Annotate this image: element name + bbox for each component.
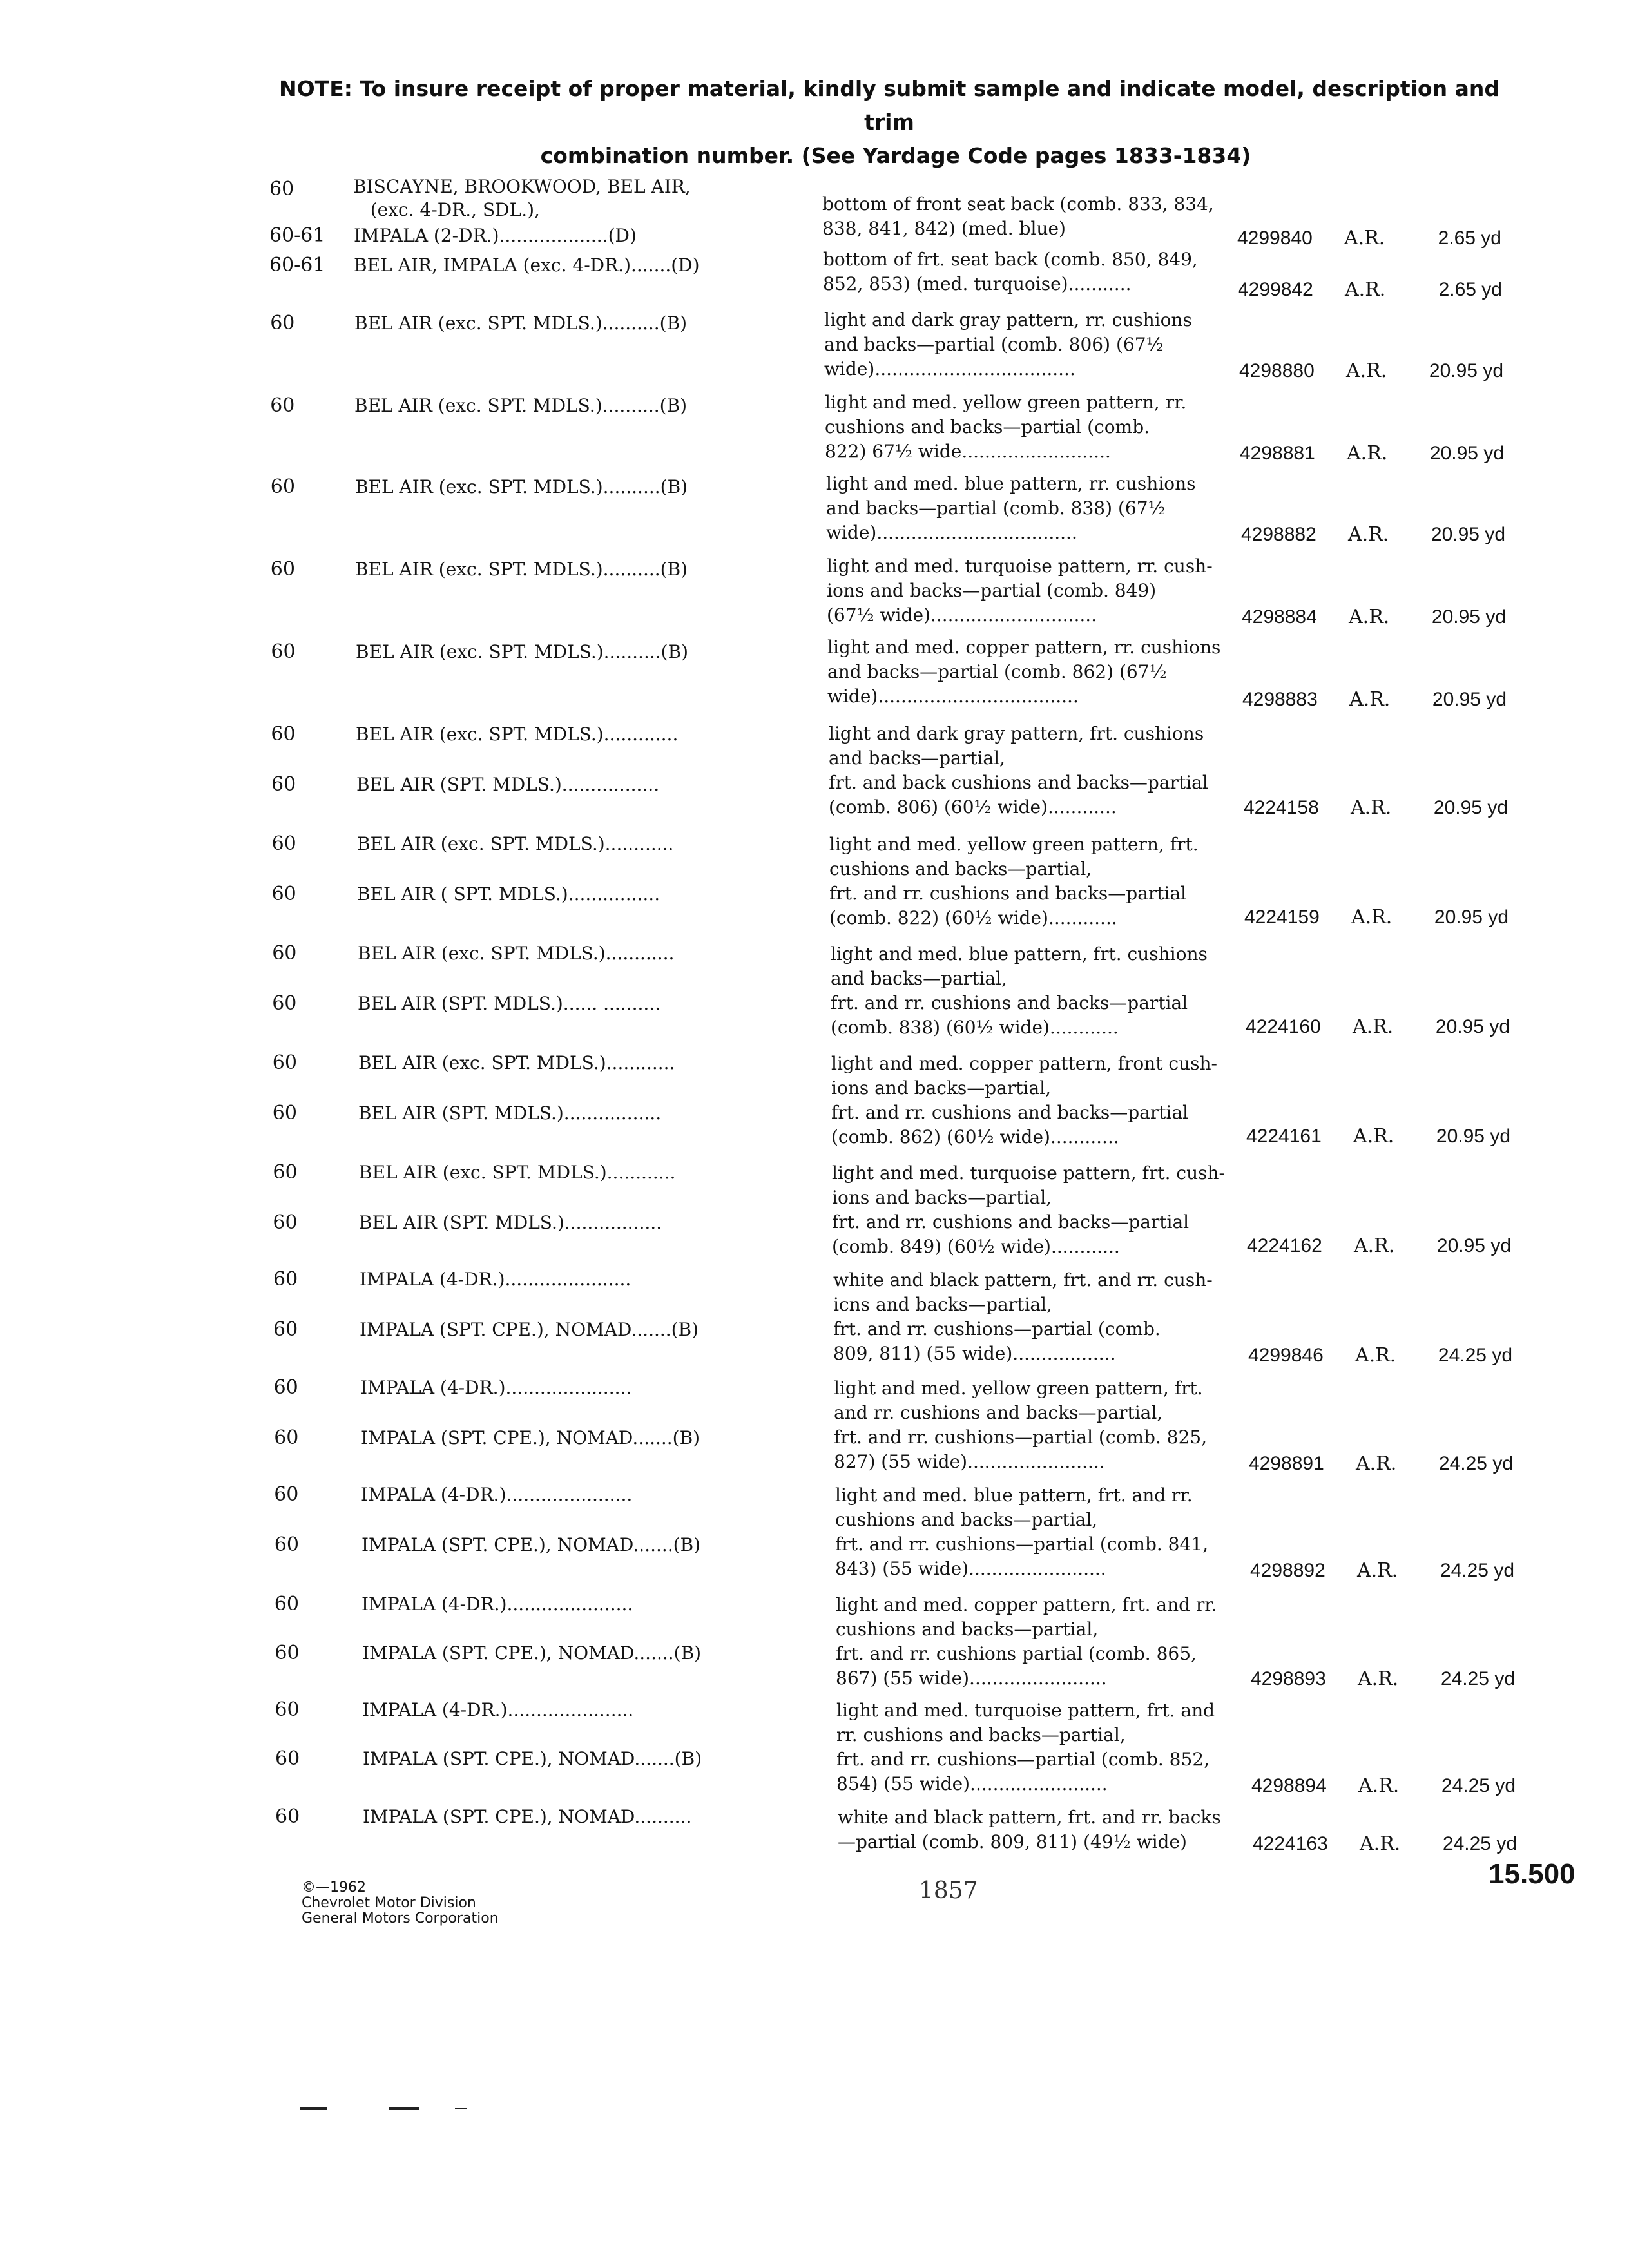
part-description: bottom of front seat back (comb. 833, 834, 838, 841, 842) (med. blue) xyxy=(822,193,1214,239)
model-year: 60 xyxy=(275,1642,300,1664)
model-year: 60 xyxy=(273,1268,298,1291)
part-description: light and med. blue pattern, frt. and rr. cushions and backs—partial, frt. and rr. cushions—partial (comb. 841, 843) (55 wide)........................ xyxy=(835,1485,1209,1579)
unit-price: 24.25 yd xyxy=(1442,1833,1517,1854)
quantity-unit: A.R. xyxy=(1353,1015,1394,1038)
quantity-unit: A.R. xyxy=(1355,1344,1396,1367)
quantity-unit: A.R. xyxy=(1351,906,1393,928)
model-name: BEL AIR (exc. SPT. MDLS.)..........(B) xyxy=(354,395,688,416)
model-year: 60 xyxy=(274,1533,299,1556)
note-line-2: combination number. (See Yardage Code pages 1833-1834) xyxy=(540,143,1251,168)
model-name: IMPALA (SPT. CPE.), NOMAD.......(B) xyxy=(362,1642,702,1664)
unit-price: 20.95 yd xyxy=(1433,797,1508,818)
quantity-unit: A.R. xyxy=(1351,796,1392,819)
model-name: IMPALA (SPT. CPE.), NOMAD.......(B) xyxy=(363,1748,702,1769)
quantity-unit: A.R. xyxy=(1349,688,1391,711)
model-name: BEL AIR (SPT. MDLS.)................. xyxy=(359,1212,662,1233)
model-name: BEL AIR (exc. SPT. MDLS.)..........(B) xyxy=(355,559,688,580)
part-number: 4298894 xyxy=(1251,1775,1327,1796)
model-name: BEL AIR (exc. SPT. MDLS.)..........(B) xyxy=(355,476,688,497)
model-name: IMPALA (SPT. CPE.), NOMAD.......(B) xyxy=(360,1319,699,1340)
model-name: IMPALA (SPT. CPE.), NOMAD.......(B) xyxy=(361,1534,701,1555)
model-year: 60 xyxy=(271,832,296,855)
model-year: 60 xyxy=(271,773,296,796)
model-year: 60-61 xyxy=(269,254,325,276)
model-year: 60 xyxy=(270,312,295,334)
model-year: 60 xyxy=(271,640,296,663)
part-description: light and dark gray pattern, rr. cushions and backs—partial (comb. 806) (67½ wide)................................... xyxy=(824,309,1192,380)
quantity-unit: A.R. xyxy=(1346,360,1387,382)
part-number: 4298884 xyxy=(1242,606,1317,628)
quantity-unit: A.R. xyxy=(1357,1559,1398,1582)
model-name: BEL AIR (exc. SPT. MDLS.)..........(B) xyxy=(356,641,689,662)
model-name: BEL AIR (exc. SPT. MDLS.)............ xyxy=(359,1162,676,1183)
part-number: 4224161 xyxy=(1246,1126,1322,1147)
model-name: BISCAYNE, BROOKWOOD, BEL AIR, (exc. 4-DR., SDL.), xyxy=(353,176,691,220)
model-year: 60 xyxy=(273,1161,298,1184)
model-name: IMPALA (SPT. CPE.), NOMAD.......(B) xyxy=(361,1427,700,1448)
model-year: 60 xyxy=(270,558,295,581)
unit-price: 2.65 yd xyxy=(1438,227,1501,249)
unit-price: 20.95 yd xyxy=(1436,1126,1510,1147)
part-number: 4298882 xyxy=(1241,524,1316,545)
model-year: 60 xyxy=(272,942,297,965)
model-name: IMPALA (4-DR.)...................... xyxy=(360,1377,632,1398)
model-year: 60 xyxy=(274,1593,299,1615)
part-number: 4299840 xyxy=(1237,227,1313,249)
model-year: 60 xyxy=(270,394,295,417)
part-description: light and med. yellow green pattern, frt. cushions and backs—partial, frt. and rr. cushions and backs—partial (comb. 822) (60½ wide)............ xyxy=(829,834,1199,928)
part-number: 4224163 xyxy=(1253,1833,1328,1854)
unit-price: 24.25 yd xyxy=(1440,1560,1514,1581)
unit-price: 20.95 yd xyxy=(1432,689,1507,710)
unit-price: 20.95 yd xyxy=(1431,606,1506,628)
model-year: 60 xyxy=(275,1747,300,1770)
part-description: light and med. copper pattern, rr. cushions and backs—partial (comb. 862) (67½ wide)................................... xyxy=(827,637,1221,707)
part-number: 4299846 xyxy=(1248,1345,1324,1366)
page-number: 1857 xyxy=(919,1878,978,1904)
model-name: BEL AIR ( SPT. MDLS.)................ xyxy=(357,883,660,905)
part-description: white and black pattern, frt. and rr. cush- icns and backs—partial, frt. and rr. cushions—partial (comb. 809, 811) (55 wide).................. xyxy=(833,1269,1213,1364)
part-description: light and med. copper pattern, front cush- ions and backs—partial, frt. and rr. cushions and backs—partial (comb. 862) (60½ wide)............ xyxy=(831,1053,1217,1148)
quantity-unit: A.R. xyxy=(1354,1235,1395,1257)
part-description: white and black pattern, frt. and rr. backs —partial (comb. 809, 811) (49½ wide) xyxy=(838,1807,1221,1852)
model-name: BEL AIR (SPT. MDLS.)................. xyxy=(358,1102,662,1124)
model-name: BEL AIR (exc. SPT. MDLS.)............ xyxy=(358,1052,675,1073)
unit-price: 20.95 yd xyxy=(1431,524,1505,545)
quantity-unit: A.R. xyxy=(1356,1452,1397,1475)
model-year: 60 xyxy=(274,1427,299,1449)
part-number: 4298891 xyxy=(1249,1453,1324,1474)
unit-price: 20.95 yd xyxy=(1435,1016,1510,1037)
part-number: 4298893 xyxy=(1251,1668,1326,1689)
model-name: IMPALA (SPT. CPE.), NOMAD.......... xyxy=(363,1806,692,1827)
model-name: BEL AIR (SPT. MDLS.)................. xyxy=(356,774,660,795)
model-name: BEL AIR (exc. SPT. MDLS.)............ xyxy=(358,943,675,964)
scan-mark xyxy=(389,2107,419,2110)
unit-price: 24.25 yd xyxy=(1438,1345,1512,1366)
model-year: 60 xyxy=(274,1483,299,1506)
model-name: BEL AIR (exc. SPT. MDLS.)............. xyxy=(356,724,679,745)
quantity-unit: A.R. xyxy=(1349,606,1390,628)
unit-price: 24.25 yd xyxy=(1440,1668,1515,1689)
quantity-unit: A.R. xyxy=(1353,1125,1394,1148)
model-year: 60 xyxy=(270,476,295,498)
scan-mark xyxy=(455,2108,467,2109)
quantity-unit: A.R. xyxy=(1348,523,1389,546)
model-year: 60 xyxy=(273,1318,298,1341)
quantity-unit: A.R. xyxy=(1358,1774,1400,1797)
model-year: 60-61 xyxy=(269,224,325,247)
unit-price: 24.25 yd xyxy=(1441,1775,1516,1796)
model-year: 60 xyxy=(275,1805,300,1828)
unit-price: 20.95 yd xyxy=(1429,360,1503,381)
copyright-notice: ©—1962 Chevrolet Motor Division General Motors Corporation xyxy=(302,1879,499,1927)
model-name: IMPALA (4-DR.)...................... xyxy=(361,1484,633,1505)
quantity-unit: A.R. xyxy=(1345,278,1386,301)
model-name: BEL AIR (SPT. MDLS.)...... .......... xyxy=(358,993,661,1014)
part-description: light and med. yellow green pattern, frt. and rr. cushions and backs—partial, frt. and rr. cushions—partial (comb. 825, 827) (55 wide)........................ xyxy=(834,1378,1208,1472)
model-name: IMPALA (2-DR.)...................(D) xyxy=(354,225,637,246)
model-name: BEL AIR, IMPALA (exc. 4-DR.).......(D) xyxy=(354,255,700,276)
unit-price: 20.95 yd xyxy=(1436,1235,1511,1256)
part-description: bottom of frt. seat back (comb. 850, 849, 852, 853) (med. turquoise)........... xyxy=(823,249,1198,294)
part-description: light and med. copper pattern, frt. and rr. cushions and backs—partial, frt. and rr. cushions partial (comb. 865, 867) (55 wide)........................ xyxy=(836,1594,1217,1689)
part-number: 4298883 xyxy=(1242,689,1318,710)
unit-price: 2.65 yd xyxy=(1438,279,1502,300)
model-name: BEL AIR (exc. SPT. MDLS.)............ xyxy=(357,833,674,854)
unit-price: 24.25 yd xyxy=(1438,1453,1513,1474)
part-number: 4224162 xyxy=(1247,1235,1322,1256)
model-name: BEL AIR (exc. SPT. MDLS.)..........(B) xyxy=(354,312,688,334)
model-year: 60 xyxy=(275,1698,300,1721)
unit-price: 20.95 yd xyxy=(1434,907,1509,928)
part-number: 4298881 xyxy=(1240,443,1315,464)
part-description: light and med. yellow green pattern, rr. cushions and backs—partial (comb. 822) 67½ wide.......................... xyxy=(825,392,1187,462)
model-name: IMPALA (4-DR.)...................... xyxy=(360,1269,631,1290)
note-line-1: NOTE: To insure receipt of proper material, kindly submit sample and indicate model, description and trim xyxy=(279,76,1499,135)
part-description: light and med. turquoise pattern, rr. cush- ions and backs—partial (comb. 849) (67½ wide)............................. xyxy=(827,555,1213,626)
model-year: 60 xyxy=(271,883,296,905)
part-description: light and med. turquoise pattern, frt. and rr. cushions and backs—partial, frt. and rr. cushions—partial (comb. 852, 854) (55 wide)........................ xyxy=(836,1700,1215,1794)
model-year: 60 xyxy=(271,723,296,745)
model-name: IMPALA (4-DR.)...................... xyxy=(361,1593,633,1615)
model-name: IMPALA (4-DR.)...................... xyxy=(362,1699,634,1720)
part-description: light and med. blue pattern, frt. cushions and backs—partial, frt. and rr. cushions and backs—partial (comb. 838) (60½ wide)............ xyxy=(831,943,1208,1038)
model-year: 60 xyxy=(272,1052,297,1074)
model-year: 60 xyxy=(269,178,294,200)
part-number: 4224159 xyxy=(1244,907,1320,928)
model-year: 60 xyxy=(273,1376,298,1399)
part-number: 4224158 xyxy=(1244,797,1319,818)
quantity-unit: A.R. xyxy=(1360,1832,1401,1855)
model-year: 60 xyxy=(272,992,297,1015)
model-year: 60 xyxy=(272,1102,297,1124)
part-description: light and med. turquoise pattern, frt. cush- ions and backs—partial, frt. and rr. cushions and backs—partial (comb. 849) (60½ wide)............ xyxy=(832,1162,1225,1257)
part-number: 4298892 xyxy=(1250,1560,1325,1581)
scan-mark xyxy=(300,2107,327,2110)
section-number: 15.500 xyxy=(1489,1858,1576,1890)
model-year: 60 xyxy=(273,1211,298,1234)
part-number: 4224160 xyxy=(1246,1016,1321,1037)
quantity-unit: A.R. xyxy=(1358,1667,1399,1690)
unit-price: 20.95 yd xyxy=(1429,443,1504,464)
part-description: light and med. blue pattern, rr. cushions and backs—partial (comb. 838) (67½ wide)................................... xyxy=(826,473,1196,543)
part-number: 4299842 xyxy=(1238,279,1313,300)
part-number: 4298880 xyxy=(1239,360,1315,381)
quantity-unit: A.R. xyxy=(1344,227,1385,249)
quantity-unit: A.R. xyxy=(1347,442,1388,465)
part-description: light and dark gray pattern, frt. cushions and backs—partial, frt. and back cushions and backs—partial (comb. 806) (60½ wide)............ xyxy=(829,723,1208,818)
